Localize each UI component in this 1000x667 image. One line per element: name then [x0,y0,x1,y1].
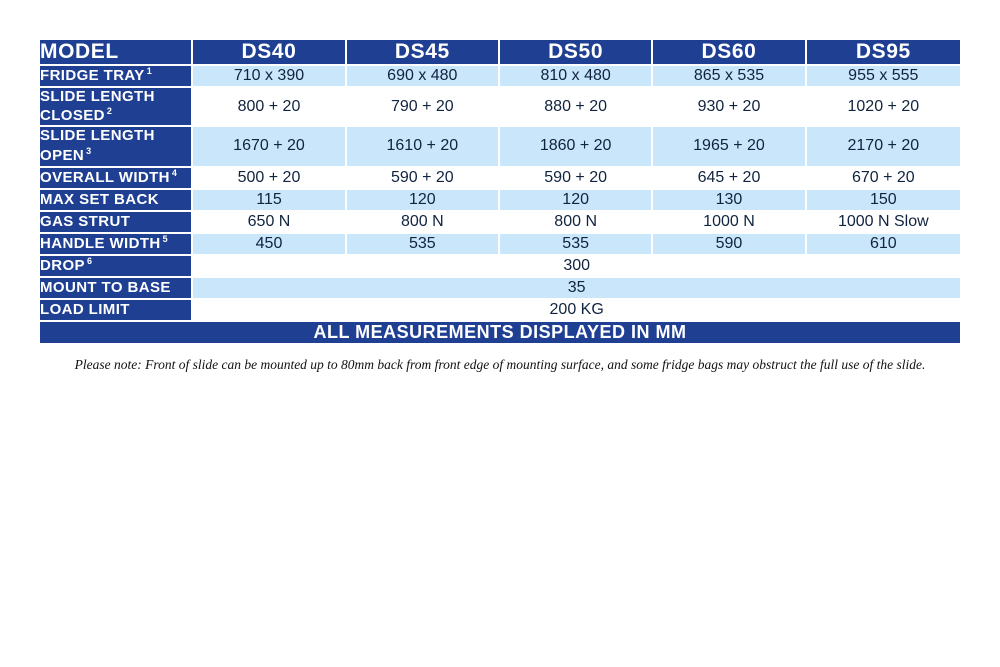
row-label-footnote: 3 [86,145,92,156]
cell-value-spanning: 35 [193,278,960,300]
cell-value: 670 + 20 [807,168,960,190]
row-label-footnote: 2 [106,106,113,116]
cell-value: 500 + 20 [193,168,346,190]
cell-value: 2170 + 20 [807,127,960,168]
cell-value: 790 + 20 [347,88,500,127]
cell-value: 120 [347,190,500,212]
table-footer-row [40,322,960,343]
row-label-text: SLIDE LENGTH OPEN [40,127,155,164]
row-label-mount-to-base [40,278,193,300]
row-label-drop [40,256,193,278]
row-label-text: MOUNT TO BASE [40,278,171,296]
row-label-load-limit [40,300,193,322]
row-label-slide-length-closed [40,88,193,127]
row-label-text: SLIDE LENGTH CLOSED [40,88,155,124]
cell-value: 865 x 535 [653,66,806,88]
cell-value: 610 [807,234,960,256]
cell-value: 800 N [347,212,500,234]
cell-value: 645 + 20 [653,168,806,190]
cell-value: 800 + 20 [193,88,346,127]
table-row [40,168,960,190]
table-header [40,40,960,66]
cell-value: 1020 + 20 [807,88,960,127]
table-row [40,127,960,168]
column-header-ds45: DS45 [347,40,500,66]
table-body [40,66,960,343]
cell-value: 590 + 20 [347,168,500,190]
cell-value: 650 N [193,212,346,234]
cell-value: 1965 + 20 [653,127,806,168]
row-label-text: OVERALL WIDTH [40,168,170,186]
table-row [40,212,960,234]
row-label-text: FRIDGE TRAY [40,67,145,85]
row-label-max-set-back [40,190,193,212]
specifications-table [40,40,960,343]
footnote-text: Please note: Front of slide can be mounted up to 80mm back from front edge of mounting surface, and some fridge bags may obstruct the full use of the slide. [74,356,926,372]
cell-value: 535 [500,234,653,256]
table-row [40,256,960,278]
measurements-banner: ALL MEASUREMENTS DISPLAYED IN MM [40,322,960,343]
column-header-ds60: DS60 [653,40,806,66]
row-label-footnote: 1 [146,66,153,77]
table-row [40,300,960,322]
cell-value: 710 x 390 [193,66,346,88]
cell-value: 130 [653,190,806,212]
row-label-slide-length-open [40,127,193,168]
cell-value-spanning: 300 [193,256,960,278]
cell-value: 150 [807,190,960,212]
cell-value-spanning: 200 KG [193,300,960,322]
cell-value: 800 N [500,212,653,234]
cell-value: 590 [653,234,806,256]
table-header-row [40,40,960,66]
table-row [40,66,960,88]
cell-value: 1860 + 20 [500,127,653,168]
row-label-text: GAS STRUT [40,212,131,230]
cell-value: 810 x 480 [500,66,653,88]
column-header-model: MODEL [40,40,193,66]
cell-value: 930 + 20 [653,88,806,127]
cell-value: 1000 N Slow [807,212,960,234]
cell-value: 690 x 480 [347,66,500,88]
cell-value: 1000 N [653,212,806,234]
table-row [40,234,960,256]
table-row [40,88,960,127]
row-label-footnote: 4 [171,167,178,178]
cell-value: 1670 + 20 [193,127,346,168]
row-label-text: DROP [40,256,85,274]
row-label-text: HANDLE WIDTH [40,234,161,252]
row-label-footnote: 6 [86,255,93,266]
row-label-fridge-tray [40,66,193,88]
row-label-text: LOAD LIMIT [40,300,130,318]
row-label-gas-strut [40,212,193,234]
cell-value: 1610 + 20 [347,127,500,168]
cell-value: 115 [193,190,346,212]
table-row [40,190,960,212]
row-label-text: MAX SET BACK [40,190,159,208]
cell-value: 535 [347,234,500,256]
cell-value: 880 + 20 [500,88,653,127]
cell-value: 120 [500,190,653,212]
row-label-handle-width [40,234,193,256]
cell-value: 590 + 20 [500,168,653,190]
column-header-ds95: DS95 [807,40,960,66]
table-row [40,278,960,300]
cell-value: 955 x 555 [807,66,960,88]
column-header-ds50: DS50 [500,40,653,66]
row-label-overall-width [40,168,193,190]
row-label-footnote: 5 [162,233,169,244]
column-header-ds40: DS40 [193,40,346,66]
cell-value: 450 [193,234,346,256]
